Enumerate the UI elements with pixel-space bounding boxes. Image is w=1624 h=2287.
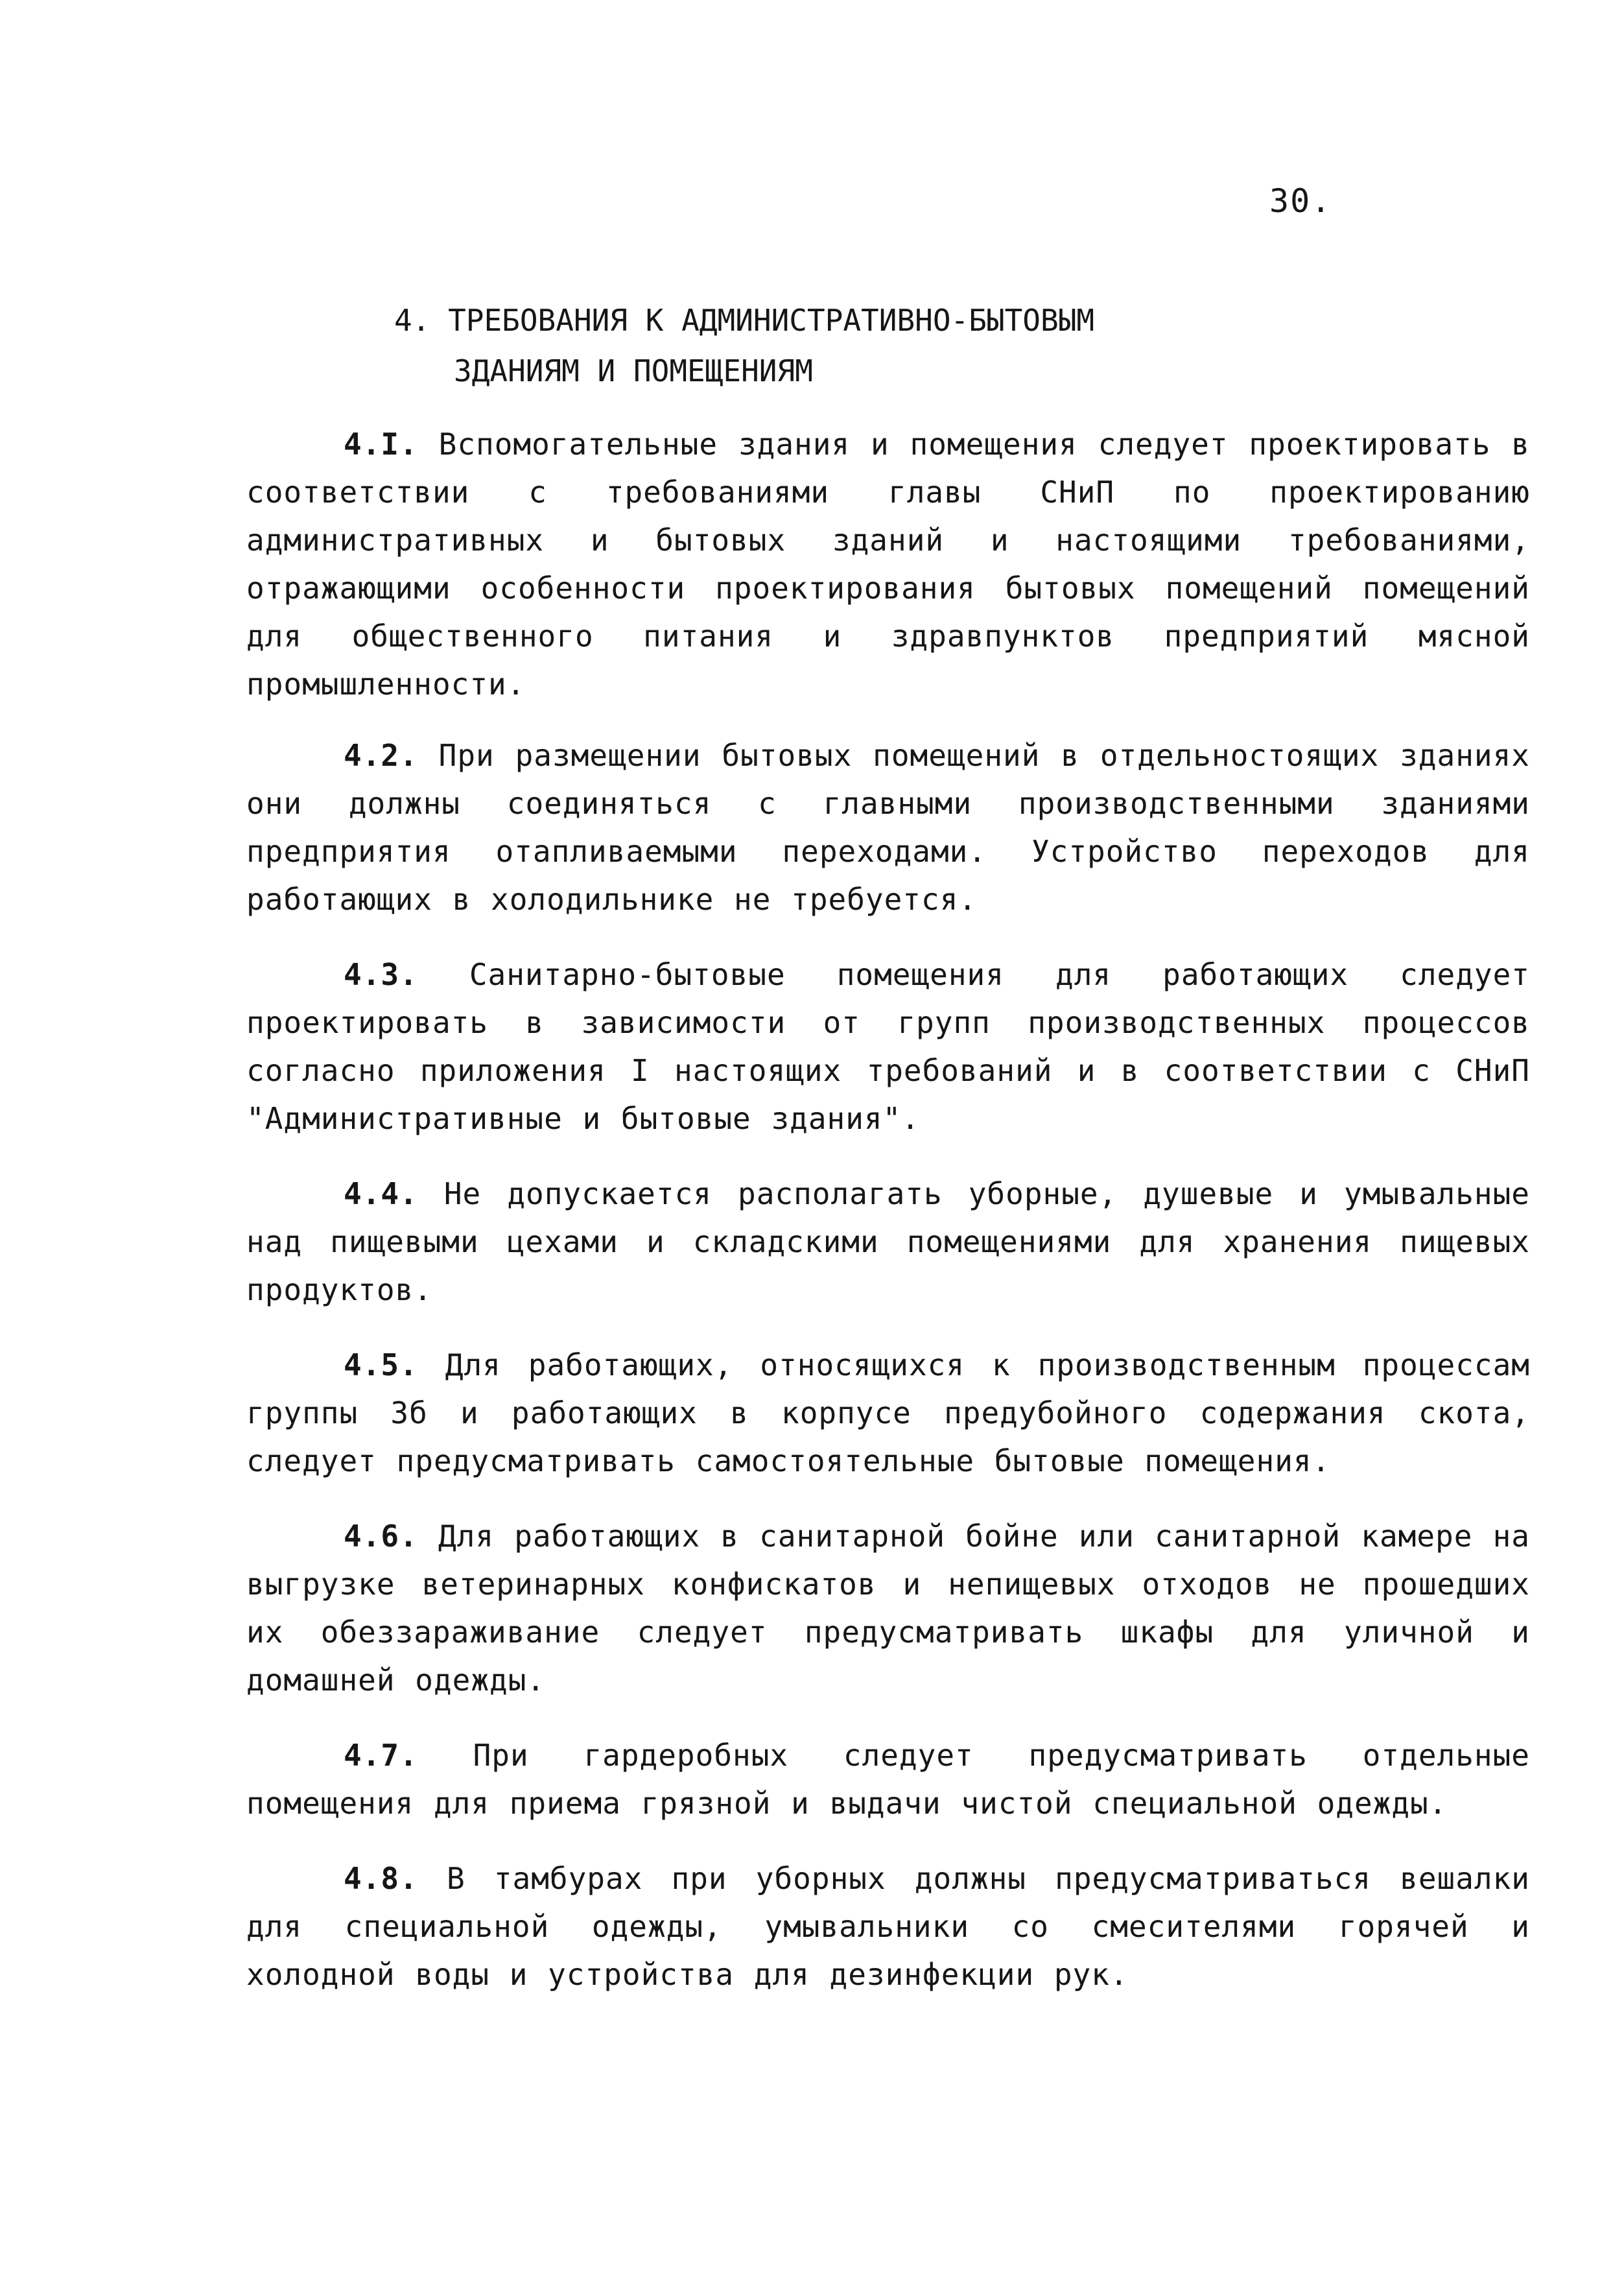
paragraph-text: При размещении бытовых помещений в отдельностоящих зданиях они должны соединяться с главными производственными зданиями предприятия отапливаемыми переходами. Устройство переходов для работающих в холодильнике не требуется. — [246, 738, 1530, 917]
paragraph-4-7 — [246, 1731, 1530, 1827]
section-heading-line-1: 4. ТРЕБОВАНИЯ К АДМИНИСТРАТИВНО-БЫТОВЫМ — [394, 303, 1095, 338]
paragraph-4-6 — [246, 1512, 1530, 1704]
paragraph-text: Для работающих, относящихся к производственным процессам группы 3б и работающих в корпусе предубойного содержания скота, следует предусматривать самостоятельные бытовые помещения. — [246, 1347, 1530, 1478]
paragraph-number: 4.8. — [344, 1861, 418, 1896]
paragraph-number: 4.4. — [344, 1176, 418, 1211]
paragraph-number: 4.6. — [344, 1519, 418, 1554]
paragraph-4-5 — [246, 1341, 1530, 1485]
paragraph-4-3 — [246, 951, 1530, 1143]
paragraph-4-1 — [246, 420, 1530, 708]
paragraph-number: 4.I. — [344, 427, 418, 462]
paragraph-text: Не допускается располагать уборные, душевые и умывальные над пищевыми цехами и складскими помещениями для хранения пищевых продуктов. — [246, 1176, 1530, 1307]
paragraph-4-8 — [246, 1854, 1530, 1998]
paragraph-text: В тамбурах при уборных должны предусматриваться вешалки для специальной одежды, умывальники со смесителями горячей и холодной воды и устройства для дезинфекции рук. — [246, 1861, 1530, 1992]
page-number: 30. — [1269, 182, 1332, 220]
paragraph-text: Для работающих в санитарной бойне или санитарной камере на выгрузке ветеринарных конфискатов и непищевых отходов не прошедших их обеззараживание следует предусматривать шкафы для уличной и домашней одежды. — [246, 1519, 1530, 1698]
paragraph-4-2 — [246, 731, 1530, 923]
paragraph-text: При гардеробных следует предусматривать отдельные помещения для приема грязной и выдачи чистой специальной одежды. — [246, 1738, 1530, 1821]
paragraph-number: 4.2. — [344, 738, 418, 773]
paragraph-4-4 — [246, 1170, 1530, 1314]
paragraph-text: Санитарно-бытовые помещения для работающих следует проектировать в зависимости от групп производственных процессов согласно приложения I настоящих требований и в соответствии с СНиП "Административные и бытовые здания". — [246, 957, 1530, 1136]
paragraph-number: 4.7. — [344, 1738, 418, 1773]
paragraph-number: 4.3. — [344, 957, 418, 992]
paragraph-number: 4.5. — [344, 1347, 418, 1382]
section-heading-line-2: ЗДАНИЯМ И ПОМЕЩЕНИЯМ — [454, 353, 813, 388]
section-heading — [394, 295, 1367, 396]
paragraph-text: Вспомогательные здания и помещения следует проектировать в соответствии с требованиями главы СНиП по проектированию административных и бытовых зданий и настоящими требованиями, отражающими особенности проектирования бытовых помещений помещений для общественного питания и здравпунктов предприятий мясной промышленности. — [246, 427, 1530, 702]
